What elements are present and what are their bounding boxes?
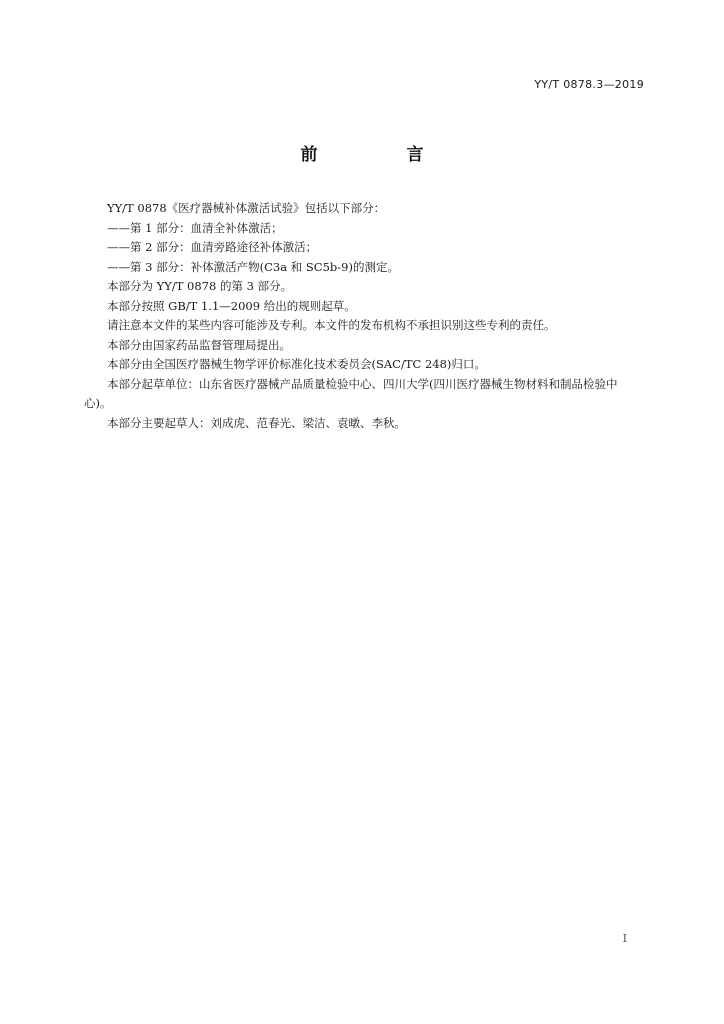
patent-notice-paragraph: 请注意本文件的某些内容可能涉及专利。本文件的发布机构不承担识别这些专利的责任。	[107, 318, 556, 332]
page-title: 前 言	[300, 145, 460, 165]
page-number: I	[622, 932, 627, 945]
standard-code: YY/T 0878.3—2019	[534, 78, 644, 91]
proposed-by-paragraph: 本部分由国家药品监督管理局提出。	[107, 337, 291, 352]
intro-paragraph: YY/T 0878《医疗器械补体激活试验》包括以下部分：	[107, 201, 386, 215]
foreword-body	[84, 199, 644, 433]
part-list-item-3: ——第 3 部分：补体激活产物(C3a 和 SC5b-9)的测定。	[107, 259, 399, 274]
drafters-paragraph: 本部分主要起草人：刘成虎、范春光、梁洁、袁暾、李秋。	[107, 415, 406, 430]
jurisdiction-paragraph: 本部分由全国医疗器械生物学评价标准化技术委员会(SAC/TC 248)归口。	[107, 357, 486, 371]
part-of-paragraph: 本部分为 YY/T 0878 的第 3 部分。	[107, 279, 293, 293]
part-list-item-2: ——第 2 部分：血清旁路途径补体激活；	[107, 240, 318, 254]
drafting-rules-paragraph: 本部分按照 GB/T 1.1—2009 给出的规则起草。	[107, 298, 356, 313]
part-list-item-1: ——第 1 部分：血清全补体激活；	[107, 220, 283, 235]
drafting-units-paragraph: 本部分起草单位：山东省医疗器械产品质量检验中心、四川大学(四川医疗器械生物材料和制品检验中心)。	[84, 376, 618, 410]
